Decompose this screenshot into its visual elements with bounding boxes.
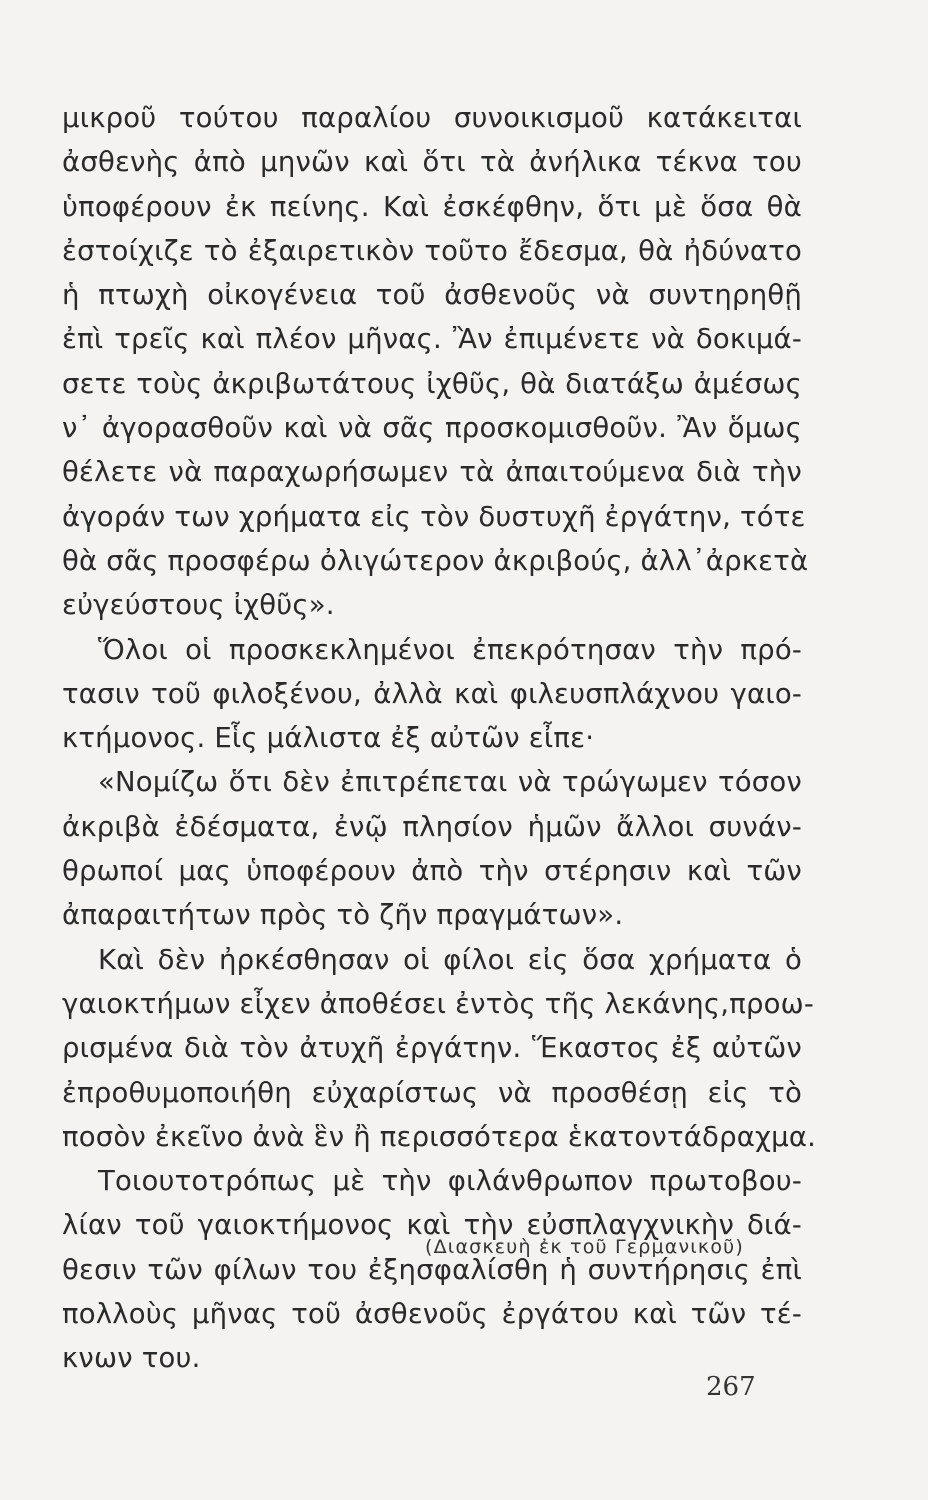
text-line: κνων του. xyxy=(62,1342,201,1375)
text-line: θέλετε νὰ παραχωρήσωμεν τὰ ἀπαιτούμενα διὰ τὴν xyxy=(62,456,802,489)
text-line: ν᾽ ἀγορασθοῦν καὶ νὰ σᾶς προσκομισθοῦν. Ἂν ὅμως xyxy=(62,412,802,445)
text-line: ἀπαραιτήτων πρὸς τὸ ζῆν πραγμάτων». xyxy=(62,899,624,932)
text-line: ὑποφέρουν ἐκ πείνης. Καὶ ἐσκέφθην, ὅτι μὲ ὅσα θὰ xyxy=(62,190,802,223)
text-line: πολλοὺς μῆνας τοῦ ἀσθενοῦς ἐργάτου καὶ τῶν τέ- xyxy=(62,1298,802,1331)
page-number: 267 xyxy=(706,1372,756,1402)
body-text xyxy=(62,96,817,1381)
source-attribution: (Διασκευὴ ἐκ τοῦ Γερμανικοῦ) xyxy=(425,1236,744,1258)
text-line: λίαν τοῦ γαιοκτήμονος καὶ τὴν εὐσπλαγχνικὴν διά- xyxy=(62,1209,802,1242)
text-line: Ὅλοι οἱ προσκεκλημένοι ἐπεκρότησαν τὴν πρό- xyxy=(98,633,802,666)
text-line: θεσιν τῶν φίλων του ἐξησφαλίσθη ἡ συντήρησις ἐπὶ xyxy=(62,1253,802,1286)
text-line: τασιν τοῦ φιλοξένου, ἀλλὰ καὶ φιλευσπλάχνου γαιο- xyxy=(62,677,802,710)
text-line: «Νομίζω ὅτι δὲν ἐπιτρέπεται νὰ τρώγωμεν τόσον xyxy=(98,766,802,799)
text-line: σετε τοὺς ἀκριβωτάτους ἰχθῦς, θὰ διατάξω ἀμέσως xyxy=(62,367,802,400)
text-line: ρισμένα διὰ τὸν ἀτυχῆ ἐργάτην. Ἕκαστος ἐξ αὐτῶν xyxy=(62,1032,802,1065)
text-line: ποσὸν ἐκεῖνο ἀνὰ ἓν ἢ περισσότερα ἑκατοντάδραχμα. xyxy=(62,1120,817,1153)
text-line: κτήμονος. Εἷς μάλιστα ἐξ αὐτῶν εἶπε· xyxy=(62,722,595,755)
text-line: ἀσθενὴς ἀπὸ μηνῶν καὶ ὅτι τὰ ἀνήλικα τέκνα του xyxy=(62,146,802,179)
text-line: γαιοκτήμων εἶχεν ἀποθέσει ἐντὸς τῆς λεκάνης,προω- xyxy=(62,987,815,1020)
text-line: ἐστοίχιζε τὸ ἐξαιρετικὸν τοῦτο ἔδεσμα, θὰ ἠδύνατο xyxy=(62,234,802,267)
text-line: ἐπὶ τρεῖς καὶ πλέον μῆνας. Ἂν ἐπιμένετε νὰ δοκιμά- xyxy=(62,323,802,356)
text-line: μικροῦ τούτου παραλίου συνοικισμοῦ κατάκειται xyxy=(62,102,802,134)
text-line: ἀγοράν των χρήματα εἰς τὸν δυστυχῆ ἐργάτην, τότε xyxy=(62,500,806,533)
text-line: ἐπροθυμοποιήθη εὐχαρίστως νὰ προσθέσῃ εἰς τὸ xyxy=(62,1076,802,1109)
text-line: θρωποί μας ὑποφέρουν ἀπὸ τὴν στέρησιν καὶ τῶν xyxy=(62,855,802,888)
text-line: ἡ πτωχὴ οἰκογένεια τοῦ ἀσθενοῦς νὰ συντηρηθῇ xyxy=(62,279,802,312)
text-line: Καὶ δὲν ἠρκέσθησαν οἱ φίλοι εἰς ὅσα χρήματα ὁ xyxy=(98,943,802,976)
text-line: ἀκριβὰ ἐδέσματα, ἐνῷ πλησίον ἡμῶν ἄλλοι συνάν- xyxy=(62,810,802,843)
text-line: Τοιουτοτρόπως μὲ τὴν φιλάνθρωπον πρωτοβου- xyxy=(98,1165,802,1198)
text-line: εὐγεύστους ἰχθῦς». xyxy=(62,589,335,622)
text-line: θὰ σᾶς προσφέρω ὀλιγώτερον ἀκριβούς, ἀλλ᾽ἀρκετὰ xyxy=(62,544,809,577)
